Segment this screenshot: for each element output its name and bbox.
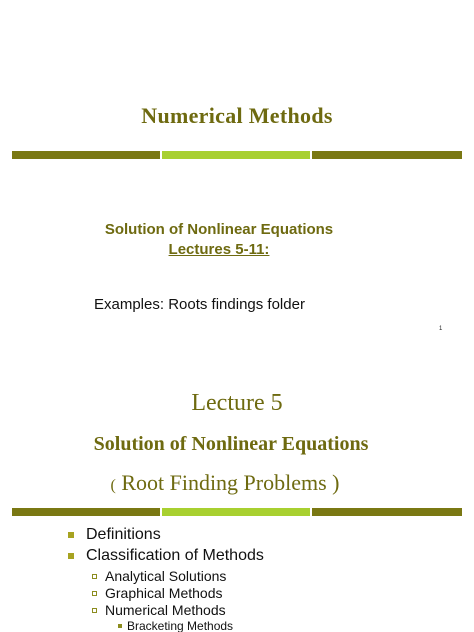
slide-1-examples-text: Examples: Roots findings folder [94,296,305,313]
root-finding-text: Root Finding Problems ) [115,470,340,495]
hollow-square-bullet-icon [92,591,97,596]
list-item-label: Definitions [86,526,161,543]
sub-item-analytical [92,568,226,584]
title-underline-bar-left [12,508,160,516]
hollow-square-bullet-icon [92,574,97,579]
slide-2-title: Lecture 5 [191,390,283,416]
title-underline-bar-middle [162,508,310,516]
sub-item-graphical [92,585,223,601]
title-underline-bar-left [12,151,160,159]
slide-1-lectures: Lectures 5-11: [168,241,270,258]
subsub-item-bracketing [118,619,233,632]
open-paren: ( [110,477,116,494]
sub-item-label: Graphical Methods [105,585,223,601]
slide-2 [0,362,474,632]
list-item-label: Classification of Methods [86,547,264,564]
sub-item-numerical [92,602,226,618]
slide-1-title: Numerical Methods [141,103,333,128]
title-underline-bar-right [312,508,462,516]
square-bullet-icon [68,553,74,559]
sub-item-label: Analytical Solutions [105,568,227,584]
slide-2-subtitle-root-finding [0,470,462,496]
hollow-square-bullet-icon [92,608,97,613]
slide-1-page-number: 1 [439,326,443,332]
subsub-item-label: Bracketing Methods [127,619,234,632]
sub-item-label: Numerical Methods [105,602,226,618]
slide-2-subtitle: Solution of Nonlinear Equations [93,433,369,455]
small-square-bullet-icon [118,624,122,628]
slide-1-subtitle: Solution of Nonlinear Equations [104,221,334,238]
title-underline-bar-right [312,151,462,159]
list-item-classification [68,547,264,565]
list-item-definitions [68,526,161,544]
square-bullet-icon [68,532,74,538]
title-underline-bar-middle [162,151,310,159]
